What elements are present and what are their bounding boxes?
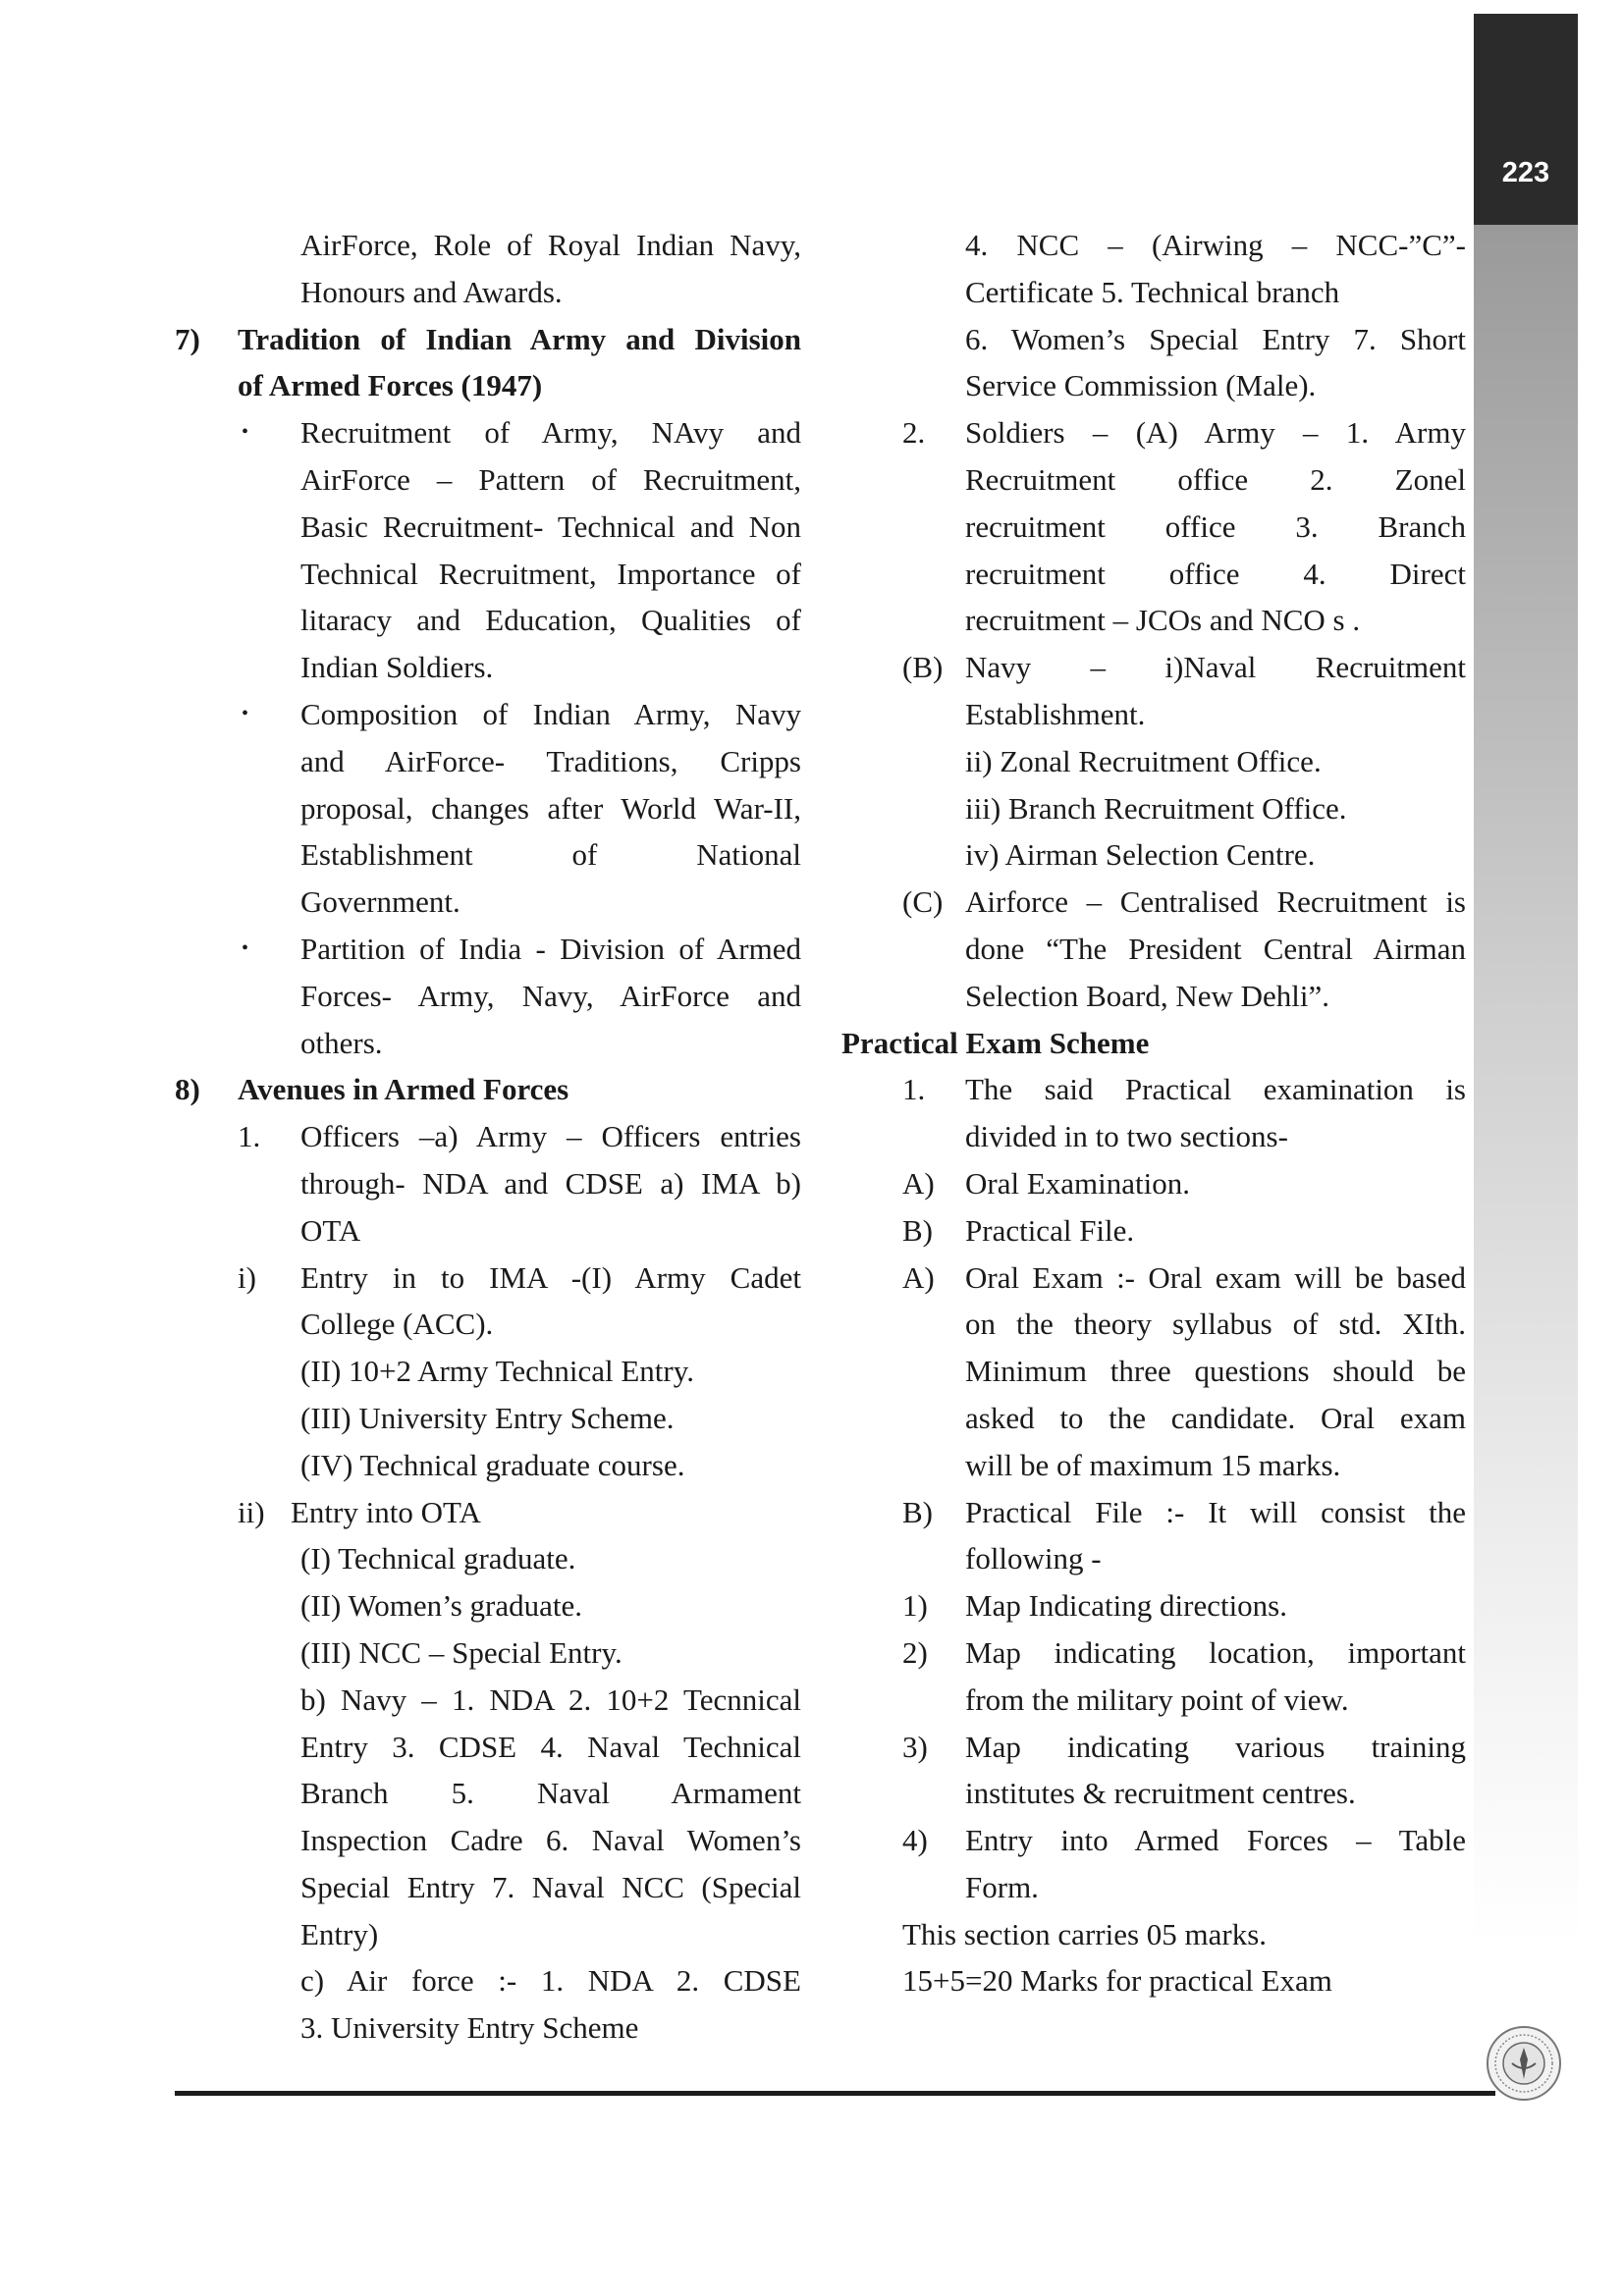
text-line — [175, 362, 801, 409]
text-line — [175, 316, 801, 363]
text-line — [841, 1113, 1466, 1160]
text-line — [175, 691, 801, 738]
text-line — [841, 1911, 1466, 1958]
text-line — [841, 831, 1466, 879]
text-line — [841, 1207, 1466, 1255]
line-text: c) Air force :- 1. NDA 2. CDSE — [300, 1963, 801, 1999]
line-text: (II) 10+2 Army Technical Entry. — [300, 1354, 694, 1389]
line-text: divided in to two sections- — [965, 1119, 1288, 1154]
text-line — [175, 1207, 801, 1255]
line-text: Branch 5. Naval Armament — [300, 1776, 801, 1811]
text-line — [175, 597, 801, 644]
line-text: (III) University Entry Scheme. — [300, 1400, 675, 1435]
page-number: 223 — [1501, 157, 1550, 188]
emblem-icon — [1485, 2024, 1563, 2103]
line-text: Form. — [965, 1869, 1039, 1904]
text-line — [841, 456, 1466, 504]
text-line — [175, 1911, 801, 1958]
line-text: through- NDA and CDSE a) IMA b) — [300, 1165, 801, 1201]
line-text: Establishment of National — [300, 837, 801, 873]
line-text: Forces- Army, Navy, AirForce and — [300, 978, 801, 1013]
line-text: 3. University Entry Scheme — [300, 2010, 639, 2046]
section-heading: Practical Exam Scheme — [841, 1025, 1150, 1060]
text-line — [175, 1535, 801, 1582]
text-line — [841, 973, 1466, 1020]
line-text: Recruitment of Army, NAvy and — [300, 415, 801, 451]
line-text: 4. NCC – (Airwing – NCC-”C”- — [965, 228, 1466, 262]
line-text: AirForce, Role of Royal Indian Navy, — [300, 228, 801, 262]
line-text: recruitment office 4. Direct — [965, 556, 1466, 591]
footer-rule — [175, 2091, 1495, 2096]
text-line — [175, 269, 801, 316]
line-text: Oral Exam :- Oral exam will be based — [965, 1259, 1466, 1295]
line-text: proposal, changes after World War-II, — [300, 790, 801, 826]
line-text: Composition of Indian Army, Navy — [300, 696, 801, 731]
text-line — [175, 409, 801, 456]
page-tab — [1474, 14, 1578, 225]
line-text: Service Commission (Male). — [965, 368, 1317, 403]
line-text: from the military point of view. — [965, 1682, 1349, 1717]
line-text: College (ACC). — [300, 1307, 494, 1342]
text-line — [841, 551, 1466, 598]
line-text: others. — [300, 1025, 383, 1060]
text-line — [175, 551, 801, 598]
line-text: Map indicating various training — [965, 1729, 1466, 1764]
text-line — [841, 1535, 1466, 1582]
line-text: Technical Recruitment, Importance of — [300, 556, 801, 591]
line-text: Honours and Awards. — [300, 274, 563, 309]
text-line — [175, 456, 801, 504]
line-text: This section carries 05 marks. — [902, 1916, 1268, 1951]
text-line — [175, 785, 801, 832]
text-line — [175, 1864, 801, 1911]
line-text: Airforce – Centralised Recruitment is — [965, 884, 1466, 920]
text-line — [841, 785, 1466, 832]
line-text: Recruitment office 2. Zonel — [965, 461, 1466, 497]
text-line — [841, 1255, 1466, 1302]
list-label: 3) — [902, 1729, 928, 1764]
text-line — [175, 644, 801, 691]
line-text: Certificate 5. Technical branch — [965, 274, 1340, 309]
line-text: Establishment. — [965, 696, 1146, 731]
text-line — [175, 1160, 801, 1207]
line-text: litaracy and Education, Qualities of — [300, 603, 801, 638]
text-line — [841, 691, 1466, 738]
line-text: done “The President Central Airman — [965, 931, 1466, 966]
text-line — [175, 879, 801, 926]
line-text: Indian Soldiers. — [300, 650, 494, 685]
line-text: ii) Zonal Recruitment Office. — [965, 743, 1322, 778]
text-line — [841, 1864, 1466, 1911]
line-text: Inspection Cadre 6. Naval Women’s — [300, 1823, 801, 1858]
text-line — [841, 1677, 1466, 1724]
text-line — [175, 1066, 801, 1113]
line-text: Practical File :- It will consist the — [965, 1494, 1466, 1529]
text-line — [841, 1301, 1466, 1348]
text-line — [841, 597, 1466, 644]
text-line — [175, 1395, 801, 1442]
text-line — [841, 1770, 1466, 1817]
text-line — [841, 1957, 1466, 2004]
line-text: Selection Board, New Dehli”. — [965, 978, 1330, 1013]
list-label: 1) — [902, 1588, 928, 1624]
line-text: following - — [965, 1541, 1102, 1576]
line-text: Officers –a) Army – Officers entries — [300, 1119, 801, 1154]
text-line — [175, 1724, 801, 1771]
text-line — [841, 316, 1466, 363]
line-text: AirForce – Pattern of Recruitment, — [300, 461, 801, 497]
text-line — [841, 1582, 1466, 1629]
bullet-icon: • — [242, 702, 249, 724]
line-text: Special Entry 7. Naval NCC (Special — [300, 1869, 801, 1904]
list-label: B) — [902, 1494, 933, 1529]
text-line — [841, 1442, 1466, 1489]
list-label: 1. — [238, 1119, 261, 1154]
line-text: Basic Recruitment- Technical and Non — [300, 508, 801, 544]
text-line — [175, 504, 801, 551]
text-line — [841, 409, 1466, 456]
list-label: i) — [238, 1259, 256, 1295]
list-label: A) — [902, 1259, 935, 1295]
text-line — [175, 1348, 801, 1395]
text-line — [175, 1677, 801, 1724]
text-line — [175, 1301, 801, 1348]
line-text: Entry in to IMA -(I) Army Cadet — [300, 1259, 801, 1295]
list-label: (C) — [902, 884, 944, 920]
list-label: 7) — [175, 321, 200, 356]
line-text: 6. Women’s Special Entry 7. Short — [965, 321, 1466, 356]
text-line — [175, 1957, 801, 2004]
line-text: on the theory syllabus of std. XIth. — [965, 1307, 1466, 1342]
text-line — [841, 1629, 1466, 1677]
text-line — [175, 1629, 801, 1677]
line-text: The said Practical examination is — [965, 1072, 1466, 1107]
right-column — [841, 222, 1466, 2004]
text-line — [841, 738, 1466, 785]
line-text: Soldiers – (A) Army – 1. Army — [965, 415, 1466, 451]
list-label: ii) — [238, 1494, 265, 1529]
text-line — [175, 2004, 801, 2052]
line-text: (IV) Technical graduate course. — [300, 1447, 685, 1482]
list-label: 4) — [902, 1823, 928, 1858]
text-line — [841, 222, 1466, 269]
text-line — [175, 926, 801, 973]
text-line — [175, 1817, 801, 1864]
line-text: (III) NCC – Special Entry. — [300, 1634, 622, 1670]
side-gradient-bar — [1474, 225, 1578, 1943]
text-line — [175, 1442, 801, 1489]
line-text: Entry) — [300, 1916, 379, 1951]
line-text: will be of maximum 15 marks. — [965, 1447, 1341, 1482]
line-text: Entry into Armed Forces – Table — [965, 1823, 1466, 1858]
text-line — [841, 644, 1466, 691]
text-line — [175, 1255, 801, 1302]
line-text: Entry 3. CDSE 4. Naval Technical — [300, 1729, 801, 1764]
line-text: and AirForce- Traditions, Cripps — [300, 743, 801, 778]
line-text: Minimum three questions should be — [965, 1354, 1466, 1389]
line-text: (I) Technical graduate. — [300, 1541, 576, 1576]
text-line — [175, 738, 801, 785]
line-text: 15+5=20 Marks for practical Exam — [902, 1963, 1332, 1999]
line-text: Tradition of Indian Army and Division — [238, 321, 801, 356]
text-line — [841, 1817, 1466, 1864]
line-text: Entry into OTA — [291, 1494, 481, 1529]
text-line — [841, 504, 1466, 551]
text-line — [841, 1724, 1466, 1771]
line-text: asked to the candidate. Oral exam — [965, 1400, 1466, 1435]
line-text: Map Indicating directions. — [965, 1588, 1287, 1624]
left-column — [175, 222, 801, 2052]
text-line — [175, 1582, 801, 1629]
text-line — [175, 222, 801, 269]
line-text: of Armed Forces (1947) — [238, 368, 543, 403]
line-text: iii) Branch Recruitment Office. — [965, 790, 1347, 826]
line-text: Navy – i)Naval Recruitment — [965, 650, 1466, 685]
line-text: recruitment – JCOs and NCO s . — [965, 603, 1361, 638]
text-line — [841, 1066, 1466, 1113]
line-text: recruitment office 3. Branch — [965, 508, 1466, 544]
text-line — [841, 1020, 1466, 1067]
list-label: 2) — [902, 1634, 928, 1670]
text-line — [841, 1160, 1466, 1207]
text-line — [175, 1113, 801, 1160]
line-text: Practical File. — [965, 1212, 1135, 1248]
bullet-icon: • — [242, 936, 249, 959]
line-text: iv) Airman Selection Centre. — [965, 837, 1316, 873]
line-text: Map indicating location, important — [965, 1634, 1466, 1670]
text-line — [175, 1020, 801, 1067]
line-text: (II) Women’s graduate. — [300, 1588, 583, 1624]
text-line — [175, 831, 801, 879]
text-line — [841, 269, 1466, 316]
line-text: Avenues in Armed Forces — [238, 1072, 569, 1107]
list-label: B) — [902, 1212, 933, 1248]
text-line — [175, 1770, 801, 1817]
list-label: 8) — [175, 1072, 200, 1107]
list-label: 1. — [902, 1072, 926, 1107]
text-line — [841, 926, 1466, 973]
line-text: OTA — [300, 1212, 361, 1248]
line-text: Partition of India - Division of Armed — [300, 931, 801, 966]
text-line — [841, 1348, 1466, 1395]
text-line — [841, 1395, 1466, 1442]
list-label: 2. — [902, 415, 926, 451]
list-label: A) — [902, 1165, 935, 1201]
bullet-icon: • — [242, 421, 249, 444]
line-text: b) Navy – 1. NDA 2. 10+2 Tecnnical — [300, 1682, 801, 1717]
line-text: Government. — [300, 884, 460, 920]
line-text: institutes & recruitment centres. — [965, 1776, 1356, 1811]
text-line — [175, 973, 801, 1020]
text-line — [841, 1489, 1466, 1536]
text-line — [841, 879, 1466, 926]
line-text: Oral Examination. — [965, 1165, 1190, 1201]
list-label: (B) — [902, 650, 944, 685]
text-line — [841, 362, 1466, 409]
text-line — [175, 1489, 801, 1536]
